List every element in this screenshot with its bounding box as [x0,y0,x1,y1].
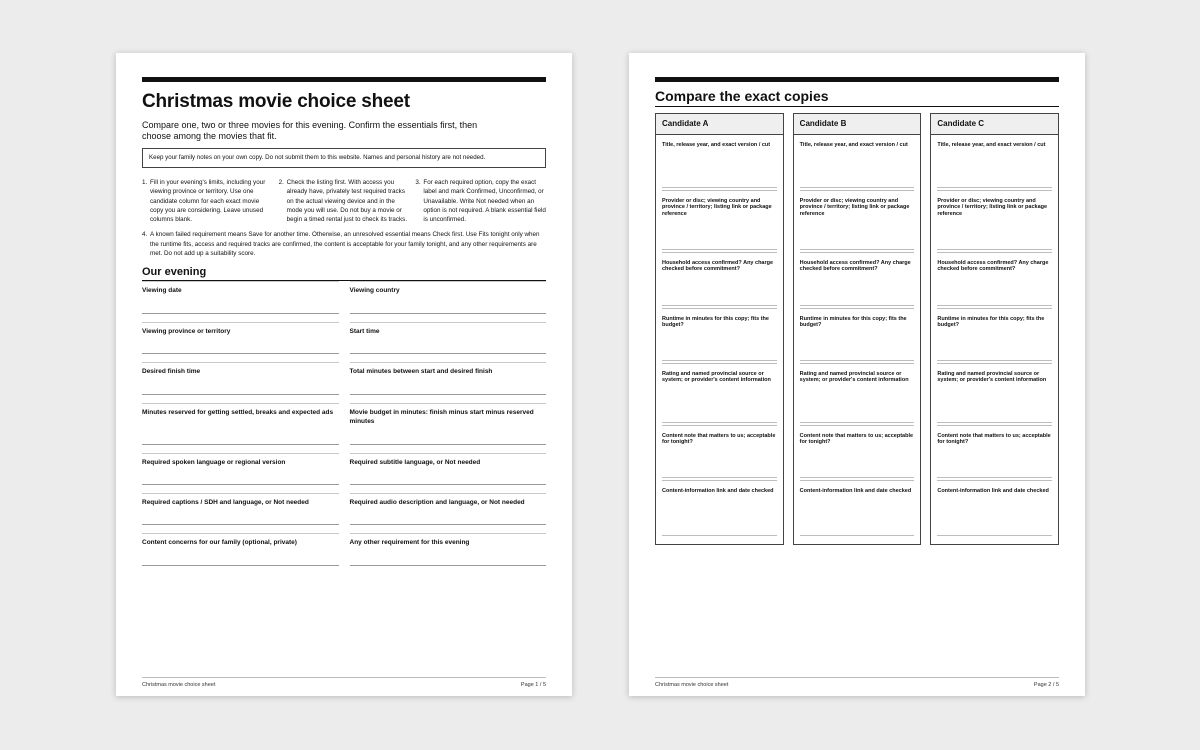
write-line[interactable] [800,535,915,536]
privacy-notice: Keep your family notes on your own copy. Do not submit them to this website. Names and personal history are not needed. [142,148,546,168]
candidate-field[interactable] [794,135,921,191]
field-label: Start time [349,327,380,335]
write-line[interactable] [937,535,1052,536]
field-label: Viewing country [349,287,400,295]
form-field[interactable] [142,533,339,573]
field-label: Content-information link and date checked [937,488,1049,494]
candidate-field[interactable] [794,253,921,309]
form-field[interactable] [350,281,547,321]
intro-text: Compare one, two or three movies for this evening. Confirm the essentials first, then choose among the movies that fit. [142,120,478,141]
write-line[interactable] [937,249,1052,250]
candidate-field[interactable] [656,191,783,253]
write-line[interactable] [350,484,547,485]
field-label: Required audio description and language, or Not needed [349,498,525,506]
step-text: A known failed requirement means Save for another time. Otherwise, an unresolved essential means Check first. Use Fits tonight only when the runtime fits, access and required tracks are confirmed, the content is acceptable for your family tonight, and any other requirements are met. Do not add up a suitability score. [150,231,540,258]
candidate-field[interactable] [794,481,921,536]
field-label: Content-information link and date checked [799,488,912,494]
page-number: Page 2 / 5 [1033,682,1059,688]
write-line[interactable] [662,360,777,361]
title-rule [655,77,1059,82]
candidate-field[interactable] [931,253,1058,309]
field-label: Desired finish time [142,368,201,376]
candidate-column [793,113,922,545]
candidate-header: Candidate A [656,114,783,135]
form-field[interactable] [142,362,339,402]
write-line[interactable] [800,187,915,188]
write-line[interactable] [937,477,1052,478]
write-line[interactable] [662,305,777,306]
field-label: Total minutes between start and desired finish [349,368,493,376]
write-line[interactable] [937,305,1052,306]
field-label: Runtime in minutes for this copy; fits the budget? [937,316,1045,329]
field-label: Runtime in minutes for this copy; fits the budget? [662,316,769,329]
document-page-2 [629,53,1085,696]
page-footer [142,677,546,688]
candidate-column [930,113,1059,545]
candidate-field[interactable] [931,191,1058,253]
write-line[interactable] [142,484,339,485]
candidate-field[interactable] [656,135,783,191]
candidate-column [655,113,784,545]
document-page-1 [116,53,572,696]
form-field[interactable] [142,493,339,533]
write-line[interactable] [350,313,547,314]
candidate-field[interactable] [931,364,1058,426]
form-field[interactable] [350,322,547,362]
candidate-field[interactable] [794,426,921,481]
candidate-field[interactable] [656,426,783,481]
candidate-columns [655,113,1059,545]
section-heading: Our evening [142,266,546,281]
candidate-field[interactable] [656,364,783,426]
write-line[interactable] [800,477,915,478]
step-number: 4. [142,231,148,239]
candidate-field[interactable] [794,309,921,364]
candidate-field[interactable] [656,309,783,364]
write-line[interactable] [142,565,339,566]
write-line[interactable] [142,524,339,525]
field-label: Required spoken language or regional version [142,458,286,466]
instruction-step [279,178,410,224]
write-line[interactable] [800,305,915,306]
form-field[interactable] [142,322,339,362]
form-field[interactable] [350,453,547,493]
field-label: Rating and named provincial source or system; or provider's content information [937,371,1047,384]
title-rule [142,77,546,82]
write-line[interactable] [800,249,915,250]
write-line[interactable] [350,565,547,566]
field-label: Household access confirmed? Any charge checked before commitment? [662,260,774,273]
field-label: Provider or disc; viewing country and province / territory; listing link or package reference [662,198,772,217]
field-label: Viewing date [142,287,182,295]
candidate-field[interactable] [794,191,921,253]
page-title: Christmas movie choice sheet [142,91,410,112]
candidate-field[interactable] [931,426,1058,481]
field-label: Title, release year, and exact version / cut [937,142,1046,148]
field-label: Household access confirmed? Any charge checked before commitment? [799,260,911,273]
field-label: Household access confirmed? Any charge checked before commitment? [937,260,1049,273]
field-label: Runtime in minutes for this copy; fits the budget? [799,316,907,329]
candidate-field[interactable] [931,135,1058,191]
field-label: Content note that matters to us; acceptable for tonight? [937,433,1051,446]
write-line[interactable] [937,187,1052,188]
field-label: Title, release year, and exact version / cut [799,142,908,148]
step-text: Check the listing first. With access you already have, privately test required tracks on the actual viewing device and in the mode you will use. Do not buy a movie or begin a timed rental just to check its tracks. [286,179,408,224]
step-text: For each required option, copy the exact label and mark Confirmed, Unconfirmed, or Unavailable. Write Not needed when an option is not required. A blank essential field is unconfirmed. [423,179,546,224]
step-number: 1. [142,179,148,186]
step-number: 3. [415,179,421,186]
write-line[interactable] [800,422,915,423]
field-label: Provider or disc; viewing country and province / territory; listing link or package reference [937,198,1048,217]
candidate-field[interactable] [931,309,1058,364]
write-line[interactable] [350,394,547,395]
field-label: Content note that matters to us; acceptable for tonight? [799,433,914,446]
form-field[interactable] [142,453,339,493]
write-line[interactable] [937,422,1052,423]
form-field[interactable] [350,533,547,573]
candidate-field[interactable] [794,364,921,426]
field-label: Content-information link and date checked [662,488,774,494]
field-label: Content concerns for our family (optional, private) [142,539,297,547]
write-line[interactable] [800,360,915,361]
instruction-step [142,230,546,258]
footer-title: Christmas movie choice sheet [655,682,729,688]
page-footer [655,677,1059,688]
write-line[interactable] [937,360,1052,361]
form-field[interactable] [350,403,547,453]
candidate-header: Candidate B [794,114,921,135]
write-line[interactable] [142,394,339,395]
candidate-field[interactable] [931,481,1058,536]
write-line[interactable] [350,353,547,354]
form-field[interactable] [350,362,547,402]
candidate-header: Candidate C [931,114,1058,135]
write-line[interactable] [350,444,547,445]
write-line[interactable] [662,422,777,423]
write-line[interactable] [350,524,547,525]
form-field[interactable] [142,403,339,453]
instruction-step [142,178,273,224]
field-label: Title, release year, and exact version / cut [662,142,771,148]
page-title: Compare the exact copies [655,88,1059,107]
field-label: Any other requirement for this evening [349,539,470,547]
field-label: Movie budget in minutes: finish minus start minus reserved minutes [349,408,534,426]
footer-title: Christmas movie choice sheet [142,682,216,688]
write-line[interactable] [142,353,339,354]
field-label: Viewing province or territory [142,327,231,335]
field-label: Rating and named provincial source or system; or provider's content information [662,371,771,384]
step-number: 2. [278,179,284,186]
write-line[interactable] [142,444,339,445]
write-line[interactable] [662,477,777,478]
write-line[interactable] [662,249,777,250]
field-label: Minutes reserved for getting settled, breaks and expected ads [142,408,334,416]
evening-fields [142,281,546,573]
instruction-step [415,178,546,224]
field-label: Required subtitle language, or Not needed [349,458,481,466]
candidate-field[interactable] [656,481,783,536]
instructions-list [142,178,546,224]
write-line[interactable] [142,313,339,314]
field-label: Rating and named provincial source or system; or provider's content information [799,371,909,384]
candidate-field[interactable] [656,253,783,309]
write-line[interactable] [662,535,777,536]
step-text: Fill in your evening's limits, including your viewing province or territory. Use one candidate column for each exact movie copy you are considering. Leave unused columns blank. [150,179,266,224]
field-label: Required captions / SDH and language, or Not needed [142,498,309,506]
field-label: Provider or disc; viewing country and province / territory; listing link or package reference [799,198,910,217]
page-number: Page 1 / 5 [520,682,546,688]
write-line[interactable] [662,187,777,188]
field-label: Content note that matters to us; acceptable for tonight? [662,433,776,446]
form-field[interactable] [350,493,547,533]
form-field[interactable] [142,281,339,321]
